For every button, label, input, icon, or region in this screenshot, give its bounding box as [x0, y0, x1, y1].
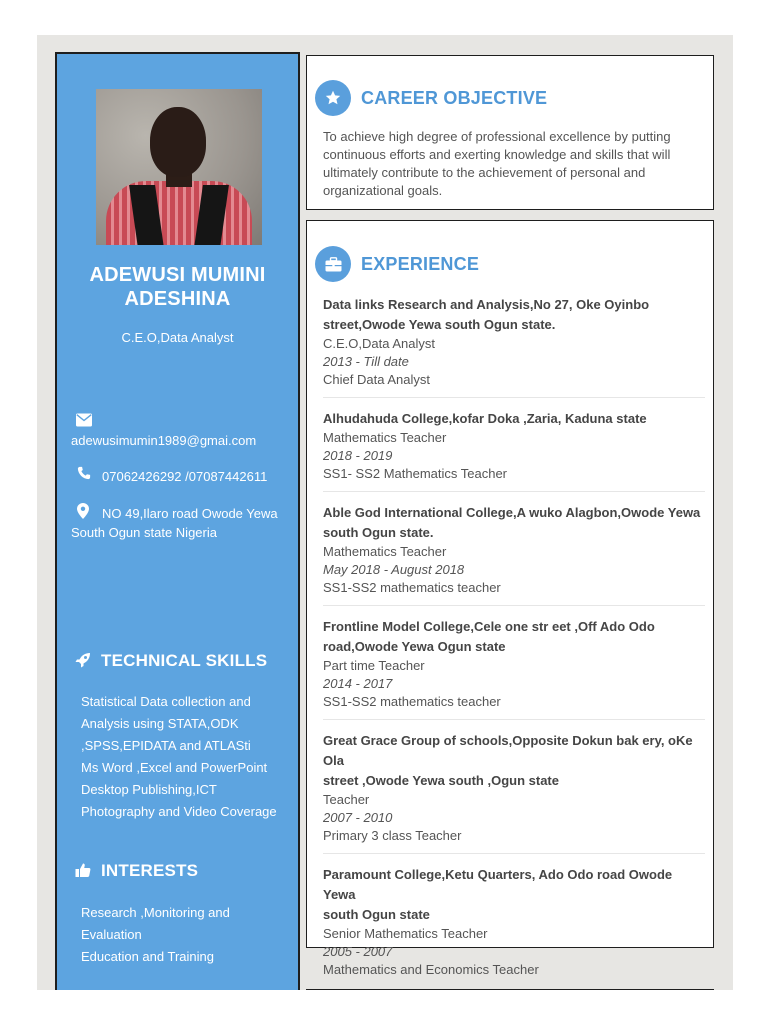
job-dates: May 2018 - August 2018: [323, 562, 465, 577]
address-line1: NO 49,Ilaro road Owode Yewa: [102, 506, 278, 521]
contact-email[interactable]: adewusimumin1989@gmai.com: [71, 433, 257, 448]
job-organization: [323, 295, 705, 335]
job-org-line: Frontline Model College,Cele one str eet ,Off Ado Odo: [323, 619, 655, 634]
rocket-icon: [75, 652, 91, 668]
job-organization: [323, 617, 705, 657]
profile-role: C.E.O,Data Analyst: [121, 330, 234, 345]
profile-name: [57, 263, 298, 311]
job-organization: [323, 731, 705, 791]
job-org-line: Data links Research and Analysis,No 27, Oke Oyinbo: [323, 297, 650, 312]
skill-line: Ms Word ,Excel and PowerPoint: [81, 760, 268, 775]
job-dates: 2007 - 2010: [323, 810, 393, 825]
job-org-line: south Ogun state.: [323, 525, 434, 540]
interests-list: [81, 902, 293, 968]
profile-photo: [96, 89, 262, 245]
next-panel-edge: [306, 989, 714, 1025]
experience-title: EXPERIENCE: [361, 253, 480, 274]
star-icon: [325, 90, 341, 106]
experience-list: [323, 295, 705, 998]
job-entry: [323, 865, 705, 987]
phone-icon: [76, 466, 92, 480]
job-dates: 2018 - 2019: [323, 448, 393, 463]
technical-skills-title: TECHNICAL SKILLS: [101, 651, 268, 670]
job-entry: [323, 503, 705, 606]
envelope-icon: [76, 413, 92, 427]
job-org-line: road,Owode Yewa Ogun state: [323, 639, 506, 654]
job-dates: 2014 - 2017: [323, 676, 393, 691]
job-organization: [323, 865, 705, 925]
objective-line: continuous efforts and exerting knowledge and skills that will: [323, 147, 671, 162]
job-org-line: Great Grace Group of schools,Opposite Dokun bak ery, oKe Ola: [323, 733, 693, 768]
thumbs-up-icon: [75, 862, 91, 878]
job-org-line: Able God International College,A wuko Alagbon,Owode Yewa: [323, 505, 701, 520]
job-entry: [323, 295, 705, 398]
interest-line: Education and Training: [81, 949, 214, 964]
job-entry: [323, 617, 705, 720]
job-description: SS1-SS2 mathematics teacher: [323, 580, 501, 595]
profile-name-line1: ADEWUSI MUMINI: [89, 264, 266, 286]
job-title: Teacher: [323, 792, 370, 807]
job-title: Mathematics Teacher: [323, 430, 447, 445]
job-org-line: street,Owode Yewa south Ogun state.: [323, 317, 556, 332]
job-entry: [323, 409, 705, 492]
interests-title: INTERESTS: [101, 861, 199, 880]
job-title: Part time Teacher: [323, 658, 425, 673]
experience-icon-badge: [315, 246, 351, 282]
objective-line: ultimately contribute to the achievement of personal and: [323, 165, 646, 180]
job-org-line: street ,Owode Yewa south ,Ogun state: [323, 773, 559, 788]
job-org-line: Paramount College,Ketu Quarters, Ado Odo road Owode Yewa: [323, 867, 673, 902]
skill-line: Desktop Publishing,ICT: [81, 782, 217, 797]
career-objective-title: CAREER OBJECTIVE: [361, 87, 548, 108]
interest-line: Research ,Monitoring and: [81, 905, 230, 920]
address-line2: South Ogun state Nigeria: [71, 525, 217, 540]
profile-name-line2: ADESHINA: [124, 288, 231, 310]
career-objective-heading: [315, 80, 547, 116]
sidebar: [55, 52, 300, 990]
job-description: Chief Data Analyst: [323, 372, 430, 387]
objective-line: organizational goals.: [323, 183, 443, 198]
job-entry: [323, 731, 705, 854]
job-org-line: south Ogun state: [323, 907, 430, 922]
job-dates: 2005 - 2007: [323, 944, 393, 959]
skill-line: Statistical Data collection and: [81, 694, 251, 709]
job-description: Primary 3 class Teacher: [323, 828, 462, 843]
experience-heading: [315, 246, 479, 282]
objective-line: To achieve high degree of professional excellence by putting: [323, 129, 671, 144]
job-dates: 2013 - Till date: [323, 354, 409, 369]
skill-line: ,SPSS,EPIDATA and ATLASti: [81, 738, 251, 753]
job-title: Senior Mathematics Teacher: [323, 926, 488, 941]
technical-skills-heading: [75, 651, 267, 671]
technical-skills-list: [81, 691, 293, 823]
job-organization: [323, 503, 705, 543]
job-organization: [323, 409, 705, 429]
job-org-line: Alhudahuda College,kofar Doka ,Zaria, Kaduna state: [323, 411, 647, 426]
job-title: Mathematics Teacher: [323, 544, 447, 559]
job-description: SS1- SS2 Mathematics Teacher: [323, 466, 508, 481]
career-objective-icon-badge: [315, 80, 351, 116]
contact-address: [71, 504, 293, 542]
career-objective-text: [323, 128, 699, 200]
contact-phone[interactable]: 07062426292 /07087442611: [102, 469, 268, 484]
briefcase-icon: [325, 257, 342, 272]
job-title: C.E.O,Data Analyst: [323, 336, 435, 351]
job-description: Mathematics and Economics Teacher: [323, 962, 539, 977]
experience-panel: [306, 220, 714, 977]
skill-line: Photography and Video Coverage: [81, 804, 277, 819]
interest-line: Evaluation: [81, 927, 142, 942]
interests-heading: [75, 861, 198, 881]
job-description: SS1-SS2 mathematics teacher: [323, 694, 501, 709]
career-objective-panel: [306, 55, 714, 210]
skill-line: Analysis using STATA,ODK: [81, 716, 239, 731]
